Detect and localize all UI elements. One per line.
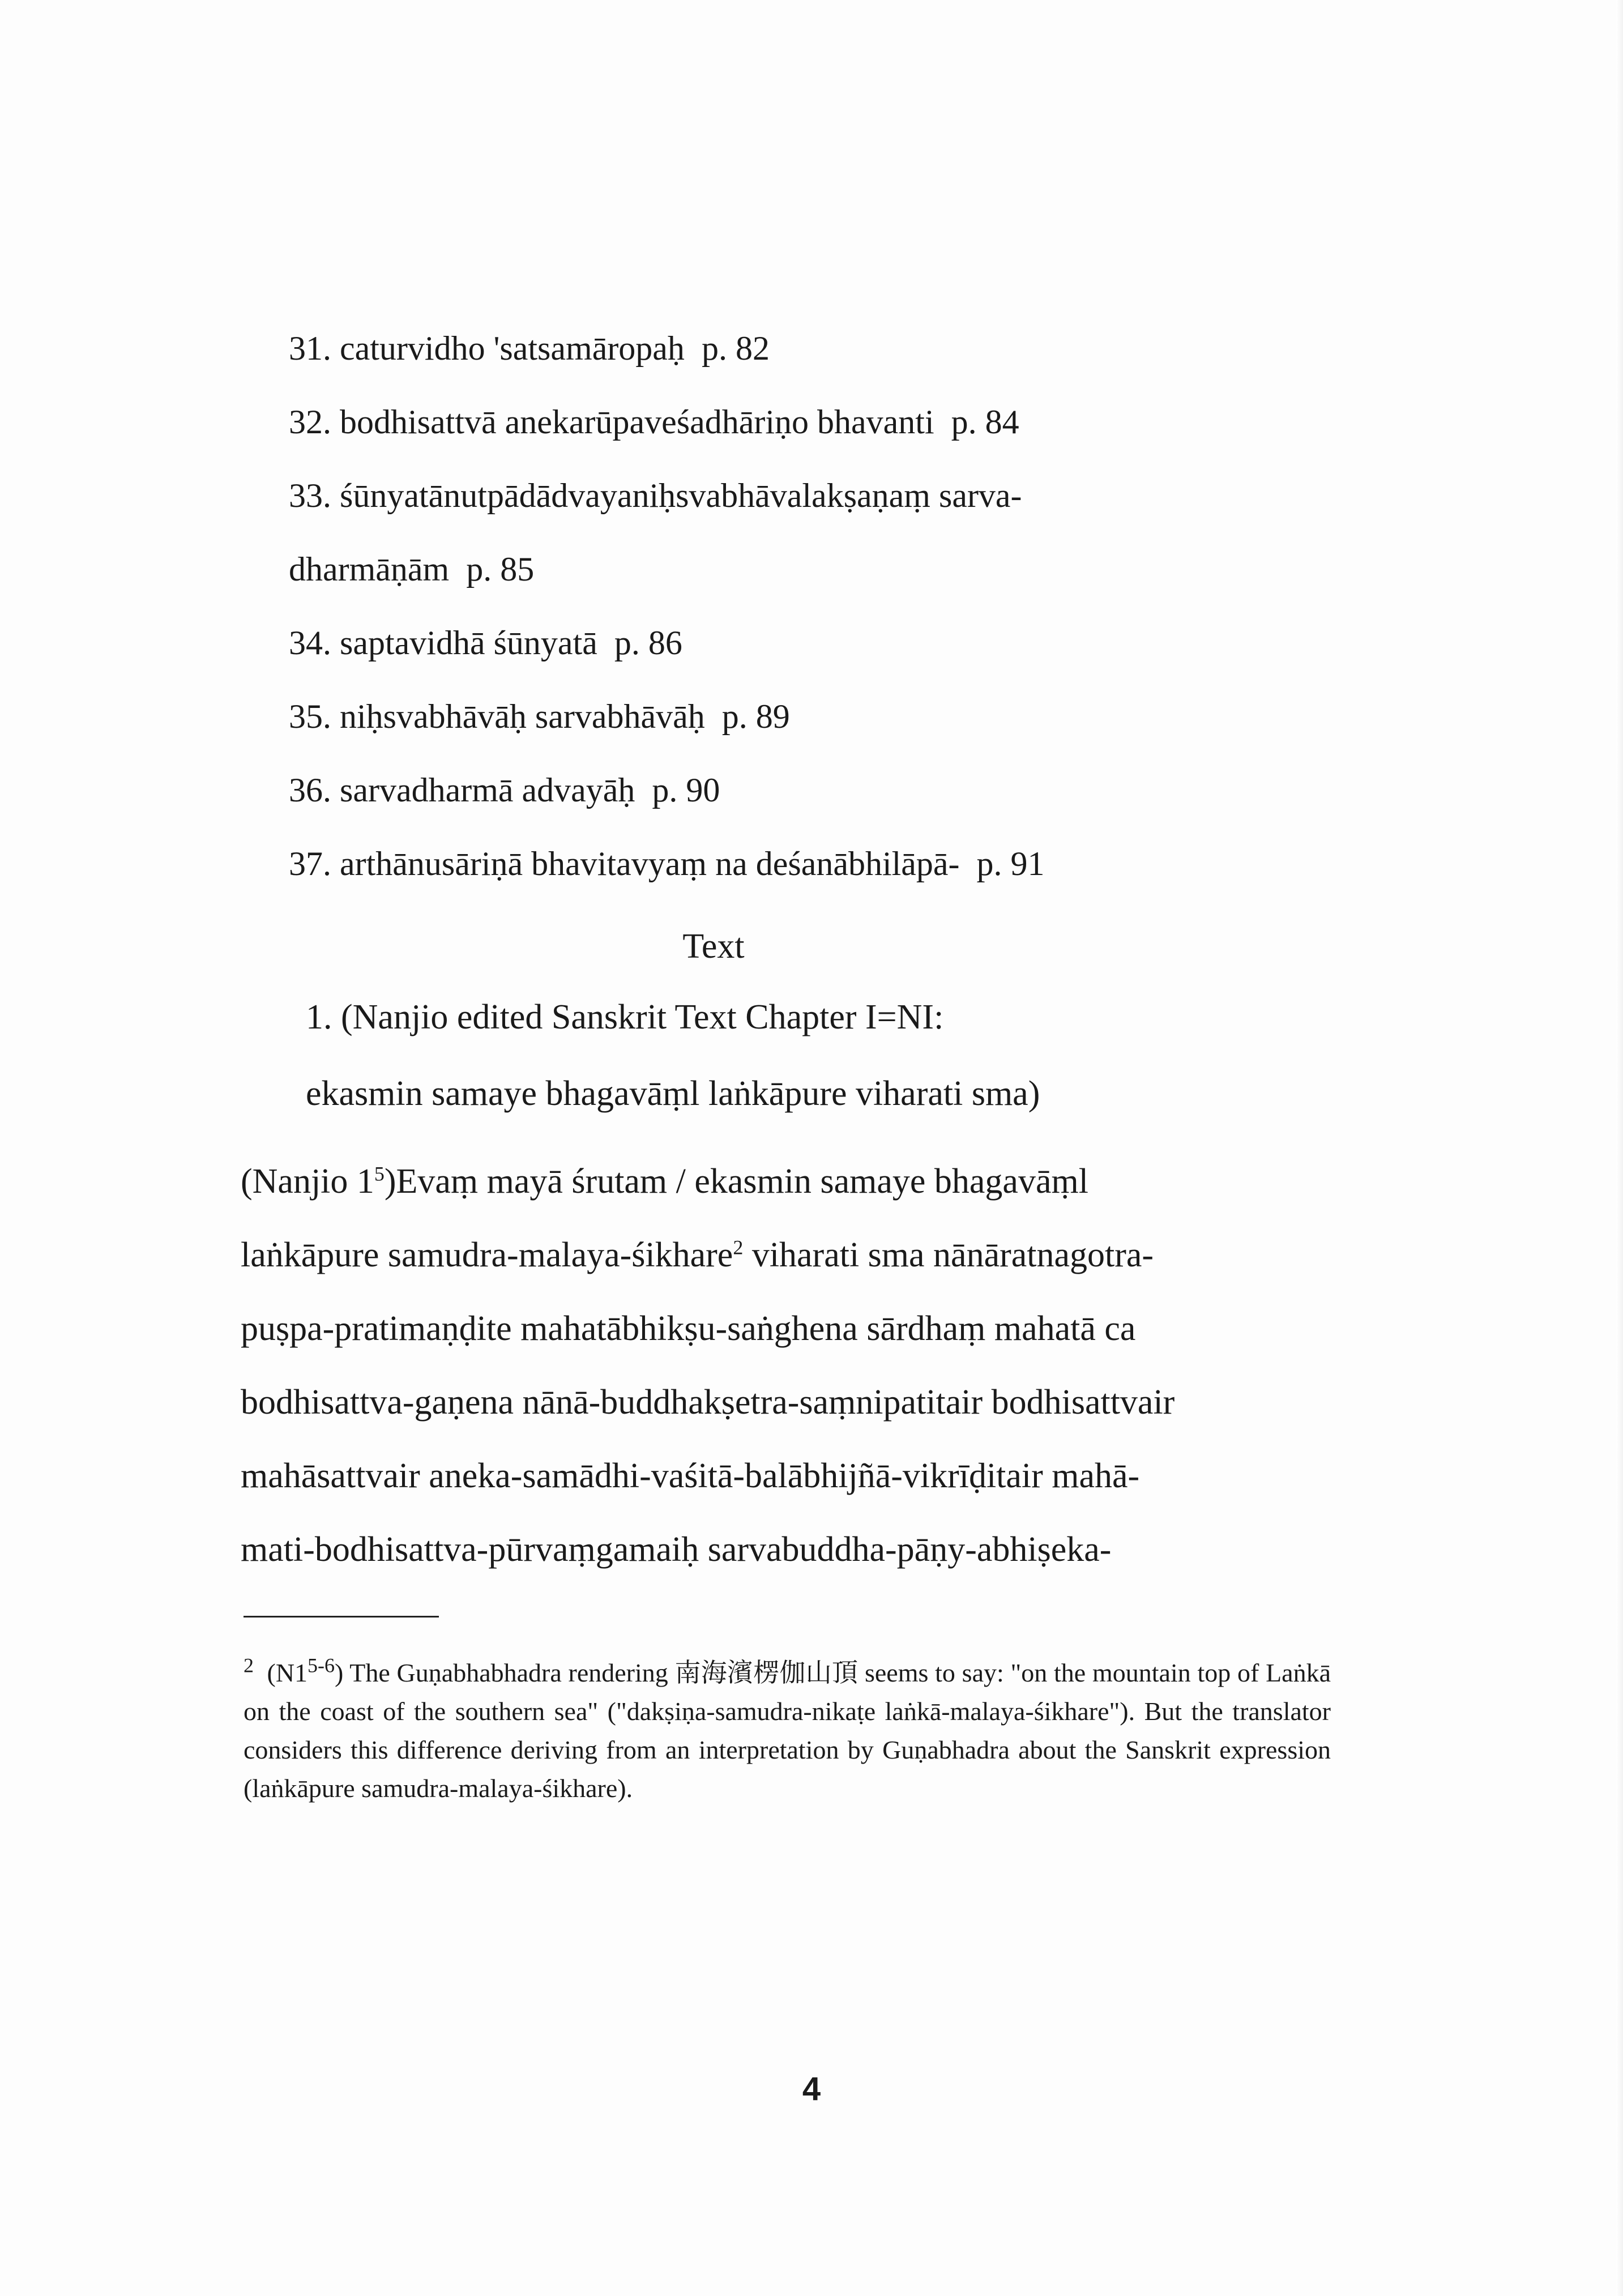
toc-title: saptavidhā śūnyatā — [340, 624, 597, 662]
toc-number: 36. — [289, 771, 331, 809]
toc-number: 35. — [289, 698, 331, 735]
toc-title: śūnyatānutpādādvayaniḥsvabhāvalakṣaṇaṃ sarva- — [340, 477, 1022, 514]
toc-number: 34. — [289, 624, 331, 662]
footnote — [244, 1654, 1331, 1808]
body-line: mati-bodhisattva-pūrvaṃgamaiḥ sarvabuddha-pāṇy-abhiṣeka- — [241, 1530, 1112, 1569]
toc-number: 33. — [289, 477, 331, 514]
footnote-text: The Guṇabhabhadra rendering 南海濱楞伽山頂 seems to say: "on the mountain top of Laṅkā on the coast of the southern sea" ("dakṣiṇa-samudra-nikaṭe laṅkā-malaya-śikhare"). But the translator considers this difference deriving from an interpretation by Guṇabhadra about the Sanskrit expression (laṅkāpure samudra-malaya-śikhare). — [244, 1658, 1331, 1803]
chapter-heading-line-2: ekasmin samaye bhagavāṃl laṅkāpure viharati sma) — [306, 1074, 1040, 1113]
text-span: )Evaṃ mayā śrutam / ekasmin samaye bhagavāṃl — [384, 1162, 1088, 1201]
chapter-heading-line-1: 1. (Nanjio edited Sanskrit Text Chapter I=NI: — [306, 998, 944, 1036]
toc-number: 31. — [289, 330, 331, 367]
toc-page: p. 91 — [976, 845, 1045, 882]
toc-title: bodhisattvā anekarūpaveśadhāriṇo bhavanti — [340, 403, 934, 441]
toc-title: caturvidho 'satsamāropaḥ — [340, 330, 685, 367]
toc-number: 37. — [289, 845, 331, 882]
text-span: laṅkāpure samudra-malaya-śikhare — [241, 1236, 733, 1274]
reference-superscript: 5-6 — [307, 1654, 335, 1677]
body-line: puṣpa-pratimaṇḍite mahatābhikṣu-saṅghena sārdhaṃ mahatā ca — [241, 1309, 1136, 1348]
reference-superscript: 5 — [374, 1162, 385, 1185]
toc-entry-37 — [289, 847, 1421, 920]
toc-entry-35 — [289, 699, 1421, 773]
toc-number: 32. — [289, 403, 331, 441]
body-line: mahāsattvair aneka-samādhi-vaśitā-balābhijñā-vikrīḍitair mahā- — [241, 1457, 1140, 1495]
footnote-number: 2 — [244, 1654, 254, 1677]
toc-title: dharmāṇām — [289, 550, 450, 588]
toc-page: p. 89 — [721, 698, 790, 735]
toc-entry-34 — [289, 626, 1421, 699]
body-line — [241, 1237, 1441, 1311]
page-number: 4 — [802, 2071, 821, 2107]
text-span: (N1 — [267, 1658, 308, 1687]
body-line — [241, 1164, 1441, 1237]
body-line: bodhisattva-gaṇena nānā-buddhakṣetra-saṃnipatitair bodhisattvair — [241, 1383, 1175, 1422]
toc-page: p. 82 — [701, 330, 770, 367]
toc-entry-33-continued — [289, 552, 1421, 626]
text-span: (Nanjio 1 — [241, 1162, 374, 1201]
footnote-divider — [244, 1616, 439, 1618]
toc-page: p. 84 — [951, 403, 1019, 441]
toc-page: p. 86 — [614, 624, 682, 662]
toc-title: niḥsvabhāvāḥ sarvabhāvāḥ — [340, 698, 705, 735]
text-span: viharati sma nānāratnagotra- — [743, 1236, 1154, 1274]
toc-page: p. 85 — [466, 550, 535, 588]
sanskrit-text-body — [241, 1164, 1441, 1606]
toc-title: sarvadharmā advayāḥ — [340, 771, 635, 809]
text-span: ) — [335, 1658, 344, 1687]
footnote-marker: 2 — [733, 1236, 744, 1259]
toc-entry-33 — [289, 479, 1421, 552]
footnote-reference — [267, 1654, 344, 1687]
scan-edge — [1616, 0, 1623, 2296]
toc-title: arthānusāriṇā bhavitavyaṃ na deśanābhilāpā- — [340, 845, 960, 882]
toc-entry-36 — [289, 773, 1421, 847]
section-heading: Text — [682, 927, 745, 966]
toc-page: p. 90 — [652, 771, 720, 809]
toc-entry-32 — [289, 405, 1421, 479]
table-of-contents — [289, 331, 1421, 920]
toc-entry-31 — [289, 331, 1421, 405]
